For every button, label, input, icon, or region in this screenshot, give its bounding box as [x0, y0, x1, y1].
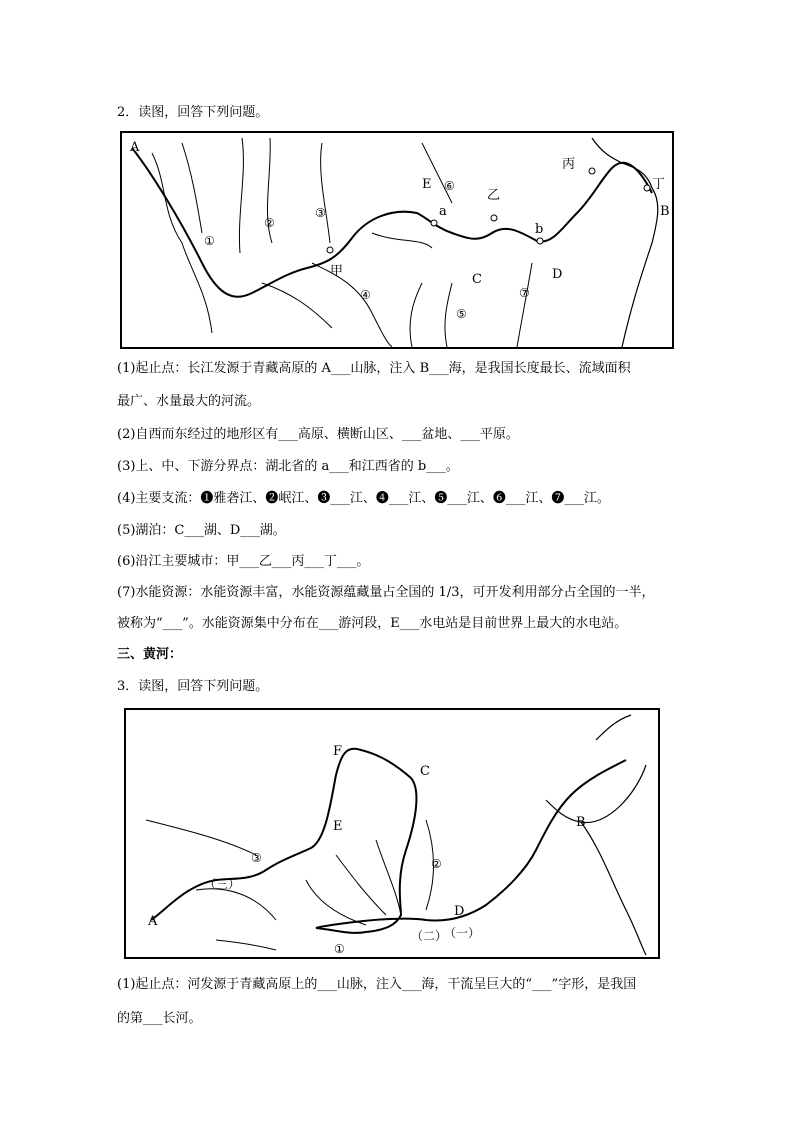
circled-4: ④: [360, 288, 371, 302]
label-yi: 乙: [487, 188, 501, 203]
circled-5: ⑤: [456, 307, 467, 321]
label-jia: 甲: [330, 264, 344, 279]
section-3-title: 三、黄河：: [117, 647, 183, 662]
q3-line-2: 的第___长河。: [117, 1011, 202, 1026]
river-2-upper: [239, 138, 243, 253]
yangtze-map: [120, 131, 674, 349]
label-ding: 丁: [652, 177, 666, 192]
river-4: [312, 263, 392, 347]
circled-7: ⑦: [519, 286, 530, 300]
yellow-river-map: [124, 708, 660, 959]
q2-line-7: (6)沿江主要城市：甲___乙___丙___丁___。: [117, 554, 370, 569]
river-6: [422, 143, 452, 203]
label-B: B: [660, 204, 670, 219]
river-5b: [410, 283, 422, 347]
river-san: [196, 889, 276, 920]
label-F: F: [333, 744, 343, 759]
circled-1: ①: [204, 234, 215, 248]
circled-2: ②: [264, 216, 275, 230]
circled-6: ⑥: [444, 179, 455, 193]
city-jia-marker: [327, 247, 333, 253]
q2-line-3: (2)自西而东经过的地形区有___高原、横断山区、___盆地、___平原。: [117, 427, 519, 442]
label-A: A: [130, 140, 140, 155]
river-3: [321, 143, 330, 243]
river-A-small: [216, 940, 276, 950]
label-C: C: [420, 764, 430, 779]
q3-line-1: (1)起止点：河发源于青藏高原上的___山脉，注入___海，干流呈巨大的“___”字形，是我国: [117, 977, 637, 992]
point-b-marker: [537, 238, 543, 244]
river-small: [262, 283, 332, 328]
circled-3: ③: [315, 206, 326, 220]
coastline: [592, 138, 658, 347]
q2-line-5: (4)主要支流：❶雅砻江、❷岷江、❸___江、❹___江、❺___江、❻___江、❼___江。: [117, 491, 610, 506]
label-D: D: [454, 904, 465, 919]
q2-line-2: 最广、水量最大的河流。: [117, 394, 261, 409]
city-bing-marker: [589, 168, 595, 174]
river-1-trib3: [376, 840, 401, 915]
circled-1: ①: [334, 942, 345, 956]
q2-line-1: (1)起止点：长江发源于青藏高原的 A___山脉，注入 B___海，是我国长度最长、流域面积: [117, 361, 631, 376]
label-C: C: [472, 272, 482, 287]
label-B: B: [576, 815, 586, 830]
q2-line-8: (7)水能资源：水能资源丰富，水能资源蕴藏量占全国的 1/3，可开发利用部分占全国的一半，: [117, 585, 655, 600]
river-7: [517, 263, 532, 347]
river-1-trib2: [336, 855, 386, 915]
label-yi: （一）: [444, 926, 481, 940]
river-1b: [182, 143, 202, 233]
coastline: [546, 715, 646, 955]
q2-line-6: (5)湖泊：C___湖、D___湖。: [117, 523, 286, 538]
river-1-trib: [306, 880, 366, 925]
circled-3: ③: [251, 851, 262, 865]
q2-heading: 2．读图，回答下列问题。: [117, 105, 269, 120]
q2-line-9: 被称为“___”。水能资源集中分布在___游河段，E___水电站是目前世界上最大的水电站。: [117, 616, 628, 631]
label-E: E: [422, 177, 432, 192]
label-san: （三）: [204, 877, 241, 891]
river-5: [445, 283, 452, 347]
river-1: [152, 153, 212, 333]
label-b: b: [535, 222, 544, 237]
label-a: a: [439, 204, 447, 219]
circled-2: ②: [431, 857, 442, 871]
city-ding-marker: [644, 185, 650, 191]
river-4b: [372, 233, 432, 248]
label-E: E: [333, 819, 343, 834]
city-yi-marker: [491, 215, 497, 221]
label-A: A: [148, 914, 158, 929]
label-bing: 丙: [562, 157, 576, 172]
q2-line-4: (3)上、中、下游分界点：湖北省的 a___和江西省的 b___。: [117, 459, 459, 474]
river-3-trib: [146, 820, 256, 855]
label-D: D: [552, 267, 563, 282]
point-a-marker: [431, 220, 437, 226]
label-er: （二）: [411, 929, 448, 943]
q3-heading: 3．读图，回答下列问题。: [117, 679, 269, 694]
